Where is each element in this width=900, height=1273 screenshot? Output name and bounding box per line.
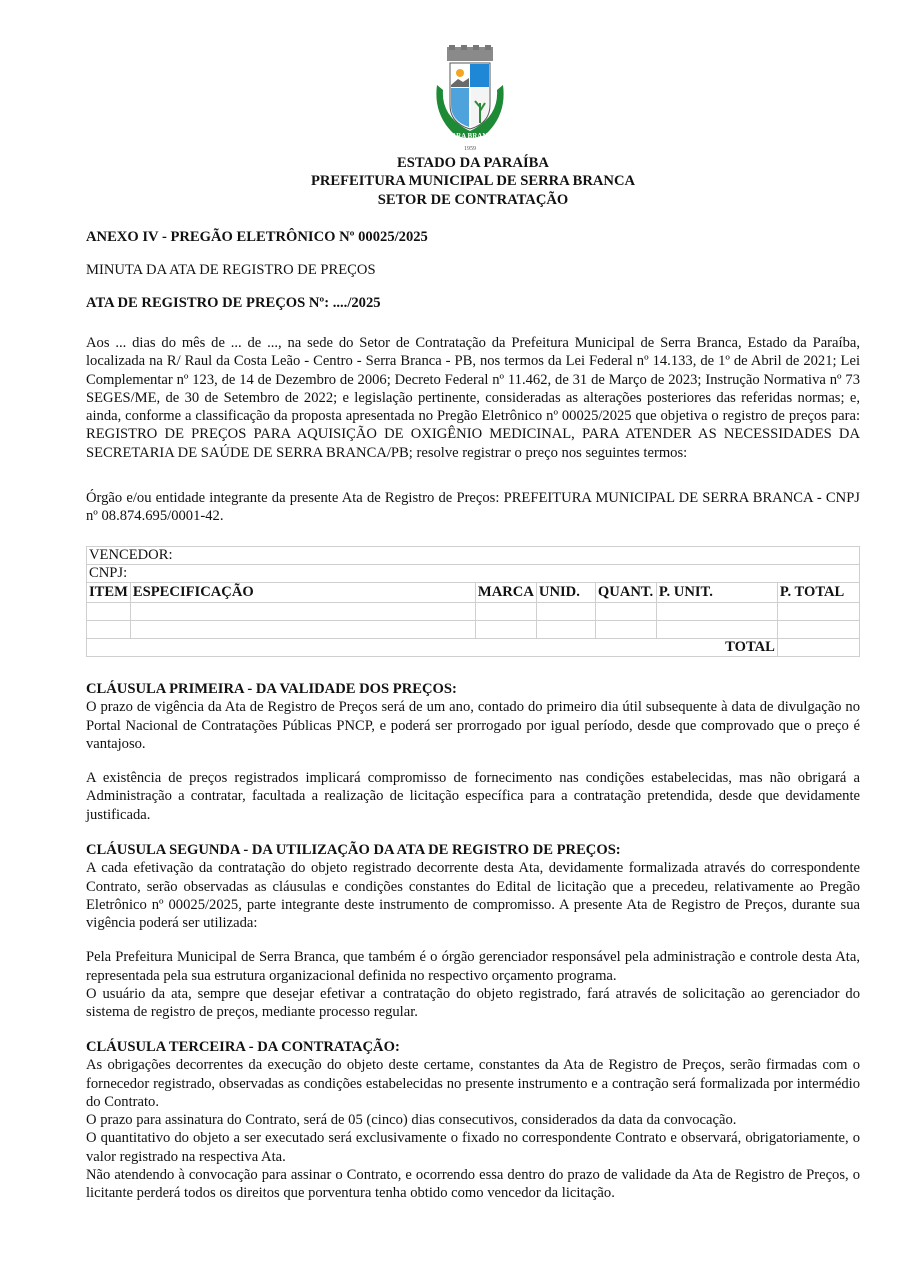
clause-1-paragraph: A existência de preços registrados implicará compromisso de fornecimento nas condições estabelecidas, mas não obrigará a Administração a contratar, facultada a realização de licitação específica para a contratação pretendida, desde que devidamente justificada. <box>86 770 860 823</box>
intro-paragraph: Aos ... dias do mês de ... de ..., na sede do Setor de Contratação da Prefeitura Municipal de Serra Branca, Estado da Paraíba, localizada na R/ Raul da Costa Leão - Centro - Serra Branca - PB, nos termos da Lei Federal nº 14.133, de 1º de Abril de 2021; Lei Complementar nº 123, de 14 de Dezembro de 2006; Decreto Federal nº 11.462, de 31 de Março de 2023; Instrução Normativa nº 73 SEGES/ME, de 30 de Setembro de 2022; e legislação pertinente, consideradas as alterações posteriores das referidas normas; e, ainda, conforme a classificação da proposta apresentada no Pregão Eletrônico nº 00025/2025 que objetiva o registro de preços para: REGISTRO DE PREÇOS PARA AQUISIÇÃO DE OXIGÊNIO MEDICINAL, PARA ATENDER AS NECESSIDADES DA SECRETARIA DE SAÚDE DE SERRA BRANCA/PB; resolve registrar o preço nos seguintes termos: <box>86 335 860 461</box>
clause-3 <box>86 1038 860 1203</box>
minuta-title: MINUTA DA ATA DE REGISTRO DE PREÇOS <box>86 262 376 278</box>
table-row <box>87 621 860 639</box>
clause-1-title: CLÁUSULA PRIMEIRA - DA VALIDADE DOS PREÇOS: <box>86 681 457 697</box>
clause-2-paragraph: Pela Prefeitura Municipal de Serra Branca, que também é o órgão gerenciador responsável pela administração e controle desta Ata, representada pela sua estrutura organizacional definida no respectivo orçamento programa. <box>86 949 860 984</box>
clause-2-paragraph: O usuário da ata, sempre que desejar efetivar a contratação do objeto registrado, fará através de solicitação ao gerenciador do sistema de registro de preços, mediante processo regular. <box>86 986 860 1021</box>
logo-year: 1959 <box>464 146 476 152</box>
clause-3-paragraph: O quantitativo do objeto a ser executado será exclusivamente o fixado no correspondente Contrato e observará, obrigatoriamente, o valor registrado na respectiva Ata. <box>86 1130 860 1165</box>
table-row <box>87 603 860 621</box>
document-header <box>86 154 860 209</box>
header-p-total: P. TOTAL <box>777 583 859 603</box>
cnpj-cell: CNPJ: <box>87 565 860 583</box>
ata-title: ATA DE REGISTRO DE PREÇOS Nº: ..../2025 <box>86 295 381 311</box>
header-p-unit: P. UNIT. <box>656 583 777 603</box>
header-line-prefecture: PREFEITURA MUNICIPAL DE SERRA BRANCA <box>310 173 636 190</box>
vencedor-cell: VENCEDOR: <box>87 547 860 565</box>
municipal-coat-of-arms-logo <box>425 45 515 155</box>
annex-title: ANEXO IV - PREGÃO ELETRÔNICO Nº 00025/2025 <box>86 229 428 245</box>
header-line-sector: SETOR DE CONTRATAÇÃO <box>377 191 569 208</box>
header-quant: QUANT. <box>595 583 656 603</box>
header-line-state: ESTADO DA PARAÍBA <box>397 155 549 171</box>
clause-2 <box>86 841 860 1022</box>
clause-3-paragraph: As obrigações decorrentes da execução do objeto deste certame, constantes da Ata de Registro de Preços, serão firmadas com o fornecedor registrado, observadas as condições estabelecidas no presente instrumento e a contração será formalizada por intermédio do Contrato. <box>86 1057 860 1110</box>
orgao-paragraph: Órgão e/ou entidade integrante da presente Ata de Registro de Preços: PREFEITURA MUNICIPAL DE SERRA BRANCA - CNPJ nº 08.874.695/0001-42. <box>86 490 860 525</box>
clause-3-paragraph: Não atendendo à convocação para assinar o Contrato, e ocorrendo essa dentro do prazo de validade da Ata de Registro de Preços, o licitante perderá todos os direitos que porventura tenha obtido como vencedor da licitação. <box>86 1167 860 1202</box>
clause-2-paragraph: A cada efetivação da contratação do objeto registrado decorrente desta Ata, devidamente formalizada através do correspondente Contrato, serão observadas as cláusulas e condições constantes do Edital de licitação que a precedeu, relativamente ao Pregão Eletrônico nº 00025/2025, parte integrante deste instrumento de compromisso. A presente Ata de Registro de Preços, durante sua vigência poderá ser utilizada: <box>86 860 860 932</box>
clause-1 <box>86 680 860 824</box>
logo-text: SERRA BRANCA <box>442 132 498 140</box>
total-label: TOTAL <box>87 639 778 657</box>
price-table <box>86 546 860 657</box>
header-marca: MARCA <box>475 583 536 603</box>
header-unid: UNID. <box>536 583 595 603</box>
clause-2-title: CLÁUSULA SEGUNDA - DA UTILIZAÇÃO DA ATA DE REGISTRO DE PREÇOS: <box>86 842 621 858</box>
price-table-container <box>86 546 860 657</box>
header-especificacao: ESPECIFICAÇÃO <box>130 583 475 603</box>
header-item: ITEM <box>87 583 131 603</box>
clause-3-title: CLÁUSULA TERCEIRA - DA CONTRATAÇÃO: <box>86 1039 400 1055</box>
clause-3-paragraph: O prazo para assinatura do Contrato, será de 05 (cinco) dias consecutivos, considerados da data da convocação. <box>86 1112 737 1129</box>
table-header-row <box>87 583 860 603</box>
clause-1-paragraph: O prazo de vigência da Ata de Registro de Preços será de um ano, contado do primeiro dia útil subsequente à data de divulgação no Portal Nacional de Contratações Públicas PNCP, e poderá ser prorrogado por igual período, desde que comprovado que o preço é vantajoso. <box>86 699 860 752</box>
total-row <box>87 639 860 657</box>
